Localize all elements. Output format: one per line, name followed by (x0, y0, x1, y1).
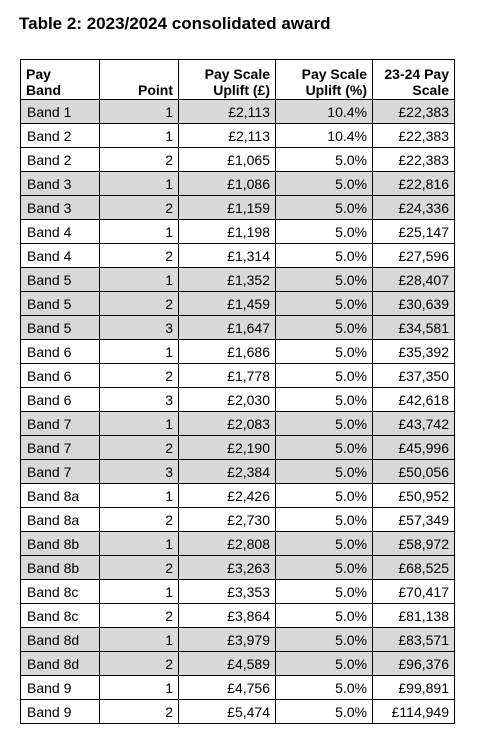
cell-pay-scale: £34,581 (373, 316, 455, 340)
cell-point: 2 (100, 652, 179, 676)
cell-uplift-amount: £1,159 (179, 196, 276, 220)
table-body (21, 100, 455, 724)
cell-point: 1 (100, 628, 179, 652)
cell-pay-band: Band 4 (21, 244, 100, 268)
header-pay-scale-line: Scale (412, 82, 449, 98)
table-row (21, 628, 455, 652)
table-title: Table 2: 2023/2024 consolidated award (19, 14, 331, 33)
cell-uplift-amount: £1,647 (179, 316, 276, 340)
cell-uplift-percent: 5.0% (276, 580, 373, 604)
cell-pay-band: Band 1 (21, 100, 100, 124)
table-row (21, 172, 455, 196)
cell-pay-band: Band 7 (21, 436, 100, 460)
cell-pay-band: Band 6 (21, 388, 100, 412)
table-row (21, 652, 455, 676)
cell-uplift-amount: £2,730 (179, 508, 276, 532)
cell-uplift-amount: £1,314 (179, 244, 276, 268)
cell-point: 3 (100, 316, 179, 340)
table-row (21, 244, 455, 268)
cell-point: 1 (100, 580, 179, 604)
cell-pay-scale: £28,407 (373, 268, 455, 292)
cell-uplift-amount: £2,030 (179, 388, 276, 412)
cell-point: 2 (100, 604, 179, 628)
cell-uplift-percent: 5.0% (276, 244, 373, 268)
cell-uplift-percent: 5.0% (276, 436, 373, 460)
cell-uplift-amount: £2,083 (179, 412, 276, 436)
cell-pay-scale: £50,056 (373, 460, 455, 484)
cell-uplift-amount: £3,353 (179, 580, 276, 604)
cell-uplift-percent: 5.0% (276, 388, 373, 412)
cell-point: 1 (100, 676, 179, 700)
cell-pay-band: Band 2 (21, 148, 100, 172)
header-pay-band (21, 60, 100, 100)
cell-uplift-percent: 5.0% (276, 220, 373, 244)
cell-pay-scale: £22,383 (373, 124, 455, 148)
cell-pay-band: Band 3 (21, 196, 100, 220)
cell-pay-band: Band 9 (21, 700, 100, 724)
cell-point: 2 (100, 292, 179, 316)
cell-uplift-amount: £2,113 (179, 124, 276, 148)
cell-pay-band: Band 4 (21, 220, 100, 244)
cell-pay-band: Band 3 (21, 172, 100, 196)
cell-pay-scale: £99,891 (373, 676, 455, 700)
cell-pay-scale: £25,147 (373, 220, 455, 244)
table-row (21, 220, 455, 244)
table-row (21, 364, 455, 388)
cell-point: 2 (100, 556, 179, 580)
cell-pay-scale: £24,336 (373, 196, 455, 220)
cell-uplift-amount: £3,864 (179, 604, 276, 628)
cell-uplift-amount: £1,198 (179, 220, 276, 244)
cell-point: 2 (100, 700, 179, 724)
cell-uplift-amount: £3,979 (179, 628, 276, 652)
cell-pay-scale: £57,349 (373, 508, 455, 532)
cell-point: 1 (100, 172, 179, 196)
cell-pay-band: Band 6 (21, 364, 100, 388)
table-row (21, 556, 455, 580)
cell-uplift-percent: 5.0% (276, 148, 373, 172)
cell-pay-scale: £58,972 (373, 532, 455, 556)
cell-pay-scale: £45,996 (373, 436, 455, 460)
cell-uplift-amount: £1,459 (179, 292, 276, 316)
cell-point: 2 (100, 364, 179, 388)
cell-pay-band: Band 7 (21, 460, 100, 484)
cell-uplift-percent: 10.4% (276, 124, 373, 148)
cell-uplift-percent: 5.0% (276, 340, 373, 364)
table-row (21, 580, 455, 604)
table-row (21, 340, 455, 364)
cell-uplift-percent: 5.0% (276, 484, 373, 508)
header-uplift-percent-line: Uplift (%) (305, 82, 367, 98)
header-uplift-amount-line: Uplift (£) (213, 82, 270, 98)
cell-uplift-percent: 5.0% (276, 316, 373, 340)
table-row (21, 700, 455, 724)
table-row (21, 100, 455, 124)
cell-uplift-percent: 5.0% (276, 700, 373, 724)
header-point (100, 60, 179, 100)
cell-pay-scale: £35,392 (373, 340, 455, 364)
table-row (21, 604, 455, 628)
cell-pay-band: Band 8a (21, 484, 100, 508)
cell-uplift-amount: £1,778 (179, 364, 276, 388)
table-row (21, 148, 455, 172)
cell-uplift-percent: 5.0% (276, 172, 373, 196)
cell-pay-scale: £50,952 (373, 484, 455, 508)
cell-uplift-percent: 5.0% (276, 676, 373, 700)
cell-point: 1 (100, 412, 179, 436)
cell-uplift-amount: £4,756 (179, 676, 276, 700)
cell-uplift-percent: 5.0% (276, 628, 373, 652)
cell-pay-scale: £96,376 (373, 652, 455, 676)
cell-pay-scale: £22,383 (373, 100, 455, 124)
cell-uplift-percent: 5.0% (276, 268, 373, 292)
cell-pay-band: Band 9 (21, 676, 100, 700)
cell-uplift-amount: £1,686 (179, 340, 276, 364)
cell-point: 2 (100, 508, 179, 532)
header-point-line: Point (138, 82, 173, 98)
cell-pay-band: Band 5 (21, 316, 100, 340)
cell-pay-scale: £42,618 (373, 388, 455, 412)
header-uplift-percent-line: Pay Scale (301, 66, 367, 82)
cell-uplift-amount: £2,426 (179, 484, 276, 508)
cell-point: 1 (100, 124, 179, 148)
cell-pay-scale: £114,949 (373, 700, 455, 724)
cell-uplift-amount: £2,113 (179, 100, 276, 124)
cell-point: 1 (100, 340, 179, 364)
table-row (21, 292, 455, 316)
cell-point: 2 (100, 244, 179, 268)
cell-pay-scale: £70,417 (373, 580, 455, 604)
table-row (21, 484, 455, 508)
cell-pay-scale: £22,816 (373, 172, 455, 196)
cell-point: 1 (100, 220, 179, 244)
cell-pay-band: Band 8a (21, 508, 100, 532)
cell-pay-scale: £30,639 (373, 292, 455, 316)
cell-pay-band: Band 2 (21, 124, 100, 148)
cell-uplift-percent: 10.4% (276, 100, 373, 124)
cell-pay-scale: £27,596 (373, 244, 455, 268)
cell-uplift-percent: 5.0% (276, 364, 373, 388)
cell-uplift-amount: £1,086 (179, 172, 276, 196)
cell-uplift-amount: £2,808 (179, 532, 276, 556)
cell-pay-band: Band 5 (21, 292, 100, 316)
table-row (21, 196, 455, 220)
cell-uplift-percent: 5.0% (276, 196, 373, 220)
cell-uplift-amount: £1,352 (179, 268, 276, 292)
cell-uplift-percent: 5.0% (276, 508, 373, 532)
cell-pay-scale: £83,571 (373, 628, 455, 652)
cell-uplift-amount: £2,384 (179, 460, 276, 484)
cell-pay-band: Band 8d (21, 652, 100, 676)
cell-pay-scale: £43,742 (373, 412, 455, 436)
cell-pay-band: Band 8b (21, 556, 100, 580)
table-row (21, 316, 455, 340)
header-pay-scale (373, 60, 455, 100)
consolidated-award-table (20, 59, 455, 724)
cell-point: 1 (100, 532, 179, 556)
cell-uplift-percent: 5.0% (276, 532, 373, 556)
header-pay-band-line: Pay (26, 66, 51, 82)
cell-point: 2 (100, 148, 179, 172)
cell-pay-band: Band 8b (21, 532, 100, 556)
cell-pay-band: Band 6 (21, 340, 100, 364)
cell-uplift-amount: £2,190 (179, 436, 276, 460)
cell-pay-scale: £37,350 (373, 364, 455, 388)
cell-pay-scale: £68,525 (373, 556, 455, 580)
cell-point: 3 (100, 460, 179, 484)
table-row (21, 508, 455, 532)
table-header-row (21, 60, 455, 100)
cell-uplift-amount: £5,474 (179, 700, 276, 724)
cell-pay-scale: £81,138 (373, 604, 455, 628)
cell-pay-band: Band 5 (21, 268, 100, 292)
cell-point: 3 (100, 388, 179, 412)
cell-uplift-percent: 5.0% (276, 292, 373, 316)
header-uplift-amount-line: Pay Scale (204, 66, 270, 82)
cell-pay-band: Band 8c (21, 604, 100, 628)
cell-uplift-percent: 5.0% (276, 652, 373, 676)
table-row (21, 124, 455, 148)
cell-uplift-percent: 5.0% (276, 460, 373, 484)
cell-pay-scale: £22,383 (373, 148, 455, 172)
table-row (21, 268, 455, 292)
cell-uplift-amount: £3,263 (179, 556, 276, 580)
cell-uplift-percent: 5.0% (276, 604, 373, 628)
header-uplift-percent (276, 60, 373, 100)
header-uplift-amount (179, 60, 276, 100)
cell-uplift-amount: £4,589 (179, 652, 276, 676)
cell-uplift-percent: 5.0% (276, 556, 373, 580)
cell-uplift-amount: £1,065 (179, 148, 276, 172)
table-row (21, 676, 455, 700)
cell-pay-band: Band 8d (21, 628, 100, 652)
cell-point: 2 (100, 436, 179, 460)
cell-uplift-percent: 5.0% (276, 412, 373, 436)
cell-point: 1 (100, 484, 179, 508)
cell-point: 2 (100, 196, 179, 220)
table-row (21, 436, 455, 460)
header-pay-band-line: Band (26, 82, 61, 98)
header-pay-scale-line: 23-24 Pay (384, 66, 449, 82)
table-row (21, 532, 455, 556)
cell-pay-band: Band 7 (21, 412, 100, 436)
cell-point: 1 (100, 268, 179, 292)
cell-pay-band: Band 8c (21, 580, 100, 604)
cell-point: 1 (100, 100, 179, 124)
table-row (21, 412, 455, 436)
table-row (21, 388, 455, 412)
table-row (21, 460, 455, 484)
